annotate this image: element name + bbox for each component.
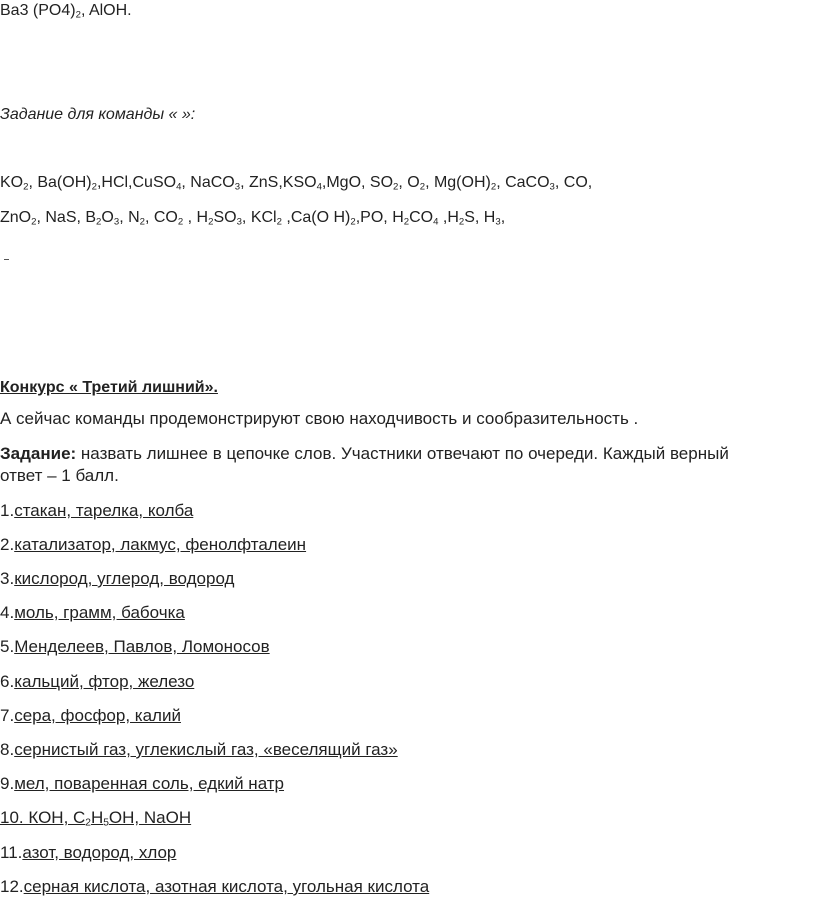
header-formula-line: Ba3 $(PO4)_2$, AlOH. — [0, 2, 132, 21]
list-item-number: 11. — [0, 843, 23, 862]
list-item — [0, 843, 176, 863]
formula-subscript: 4 — [433, 216, 439, 228]
formula-text: ZnO — [0, 209, 32, 226]
formula-text: , NaS, B — [36, 209, 97, 226]
team-task-heading: Задание для команды « »: — [0, 106, 196, 123]
formula-subscript: 2 — [23, 181, 29, 193]
list-item-number: 12. — [0, 877, 24, 896]
list-item-number: 6. — [0, 672, 15, 691]
formula-subscript: 2 — [139, 216, 145, 228]
formula-subscript: 2 — [419, 181, 426, 193]
formula-subscript: 3 — [549, 181, 555, 193]
formula-subscript: 2 — [403, 216, 410, 228]
list-item — [0, 535, 306, 555]
formula-text: , N — [119, 209, 140, 226]
list-item — [0, 672, 194, 692]
formula-subscript: 2 — [490, 181, 497, 193]
formula-text: S, H — [464, 209, 496, 226]
list-item-text: Менделеев, Павлов, Ломоносов — [14, 637, 270, 656]
formula-subscript: 2 — [91, 181, 97, 193]
list-item — [0, 774, 284, 794]
list-item-text: кислород, углерод, водород — [14, 569, 235, 588]
formula-subscript: 2 — [393, 181, 399, 193]
list-item-text: моль, грамм, бабочка — [14, 603, 185, 622]
list-item-text: катализатор, лакмус, фенолфталеин — [14, 535, 307, 554]
formula-text: , NaCO — [181, 174, 235, 191]
list-item-text: кальций, фтор, железо — [14, 672, 195, 691]
formula-text: , KCl — [241, 209, 277, 226]
formula-text: , Ba(OH) — [28, 174, 92, 191]
formula-subscript: 3 — [495, 216, 501, 228]
formula-subscript: 3 — [236, 216, 242, 228]
list-item — [0, 569, 234, 589]
task-label: Задание: — [0, 444, 77, 463]
list-item-number: 2. — [0, 535, 15, 554]
formula-text: ,Ca(O H) — [281, 209, 351, 226]
formula-subscript: 2 — [31, 216, 37, 228]
formula-subscript: 4 — [316, 181, 322, 193]
list-item — [0, 501, 193, 521]
list-item-text: сернистый газ, углекислый газ, «веселящий газ» — [14, 740, 398, 759]
formula-subscript: 3 — [234, 181, 241, 193]
formula-text: , CO, — [554, 174, 593, 191]
list-item-number: 7. — [0, 706, 15, 725]
list-item-number: 3. — [0, 569, 15, 588]
list-item — [0, 808, 191, 828]
list-item-number: 1. — [0, 501, 15, 520]
task-line-2: ответ – 1 балл. — [0, 466, 119, 485]
formula-text: SO — [213, 209, 237, 226]
list-item-number: 9. — [0, 774, 15, 793]
formula-subscript: 5 — [103, 817, 109, 829]
list-item-number: 8. — [0, 740, 15, 759]
list-item-text: азот, водород, хлор — [22, 843, 177, 862]
list-item — [0, 740, 398, 760]
task-line-1 — [0, 444, 729, 464]
formula-text: OH, NaOH — [108, 808, 192, 827]
list-item-text: сера, фосфор, калий — [14, 706, 181, 725]
formula-subscript: 4 — [176, 181, 182, 193]
contest-intro: А сейчас команды продемонстрируют свою находчивость и сообразительность . — [0, 409, 639, 428]
formula-text: , — [500, 209, 506, 226]
formula-subscript: 2 — [96, 216, 102, 228]
formula-subscript: 2 — [85, 817, 91, 829]
formula-text: KO — [0, 174, 24, 191]
formula-subscript: 2 — [350, 216, 356, 228]
formula-subscript: 2 — [458, 216, 465, 228]
list-item-text — [0, 808, 191, 827]
formula-text: , H — [183, 209, 209, 226]
list-item-number: 5. — [0, 637, 15, 656]
formula-text: H — [90, 808, 104, 827]
formula-text: , CO — [144, 209, 178, 226]
contest-title: Конкурс « Третий лишний». — [0, 379, 218, 396]
formula-text: CO — [409, 209, 434, 226]
formula-text: , ZnS,KSO — [240, 174, 317, 191]
formula-text: ,HCl,CuSO — [96, 174, 177, 191]
list-item — [0, 603, 185, 623]
formula-text: , Mg(OH) — [425, 174, 491, 191]
list-item — [0, 706, 181, 726]
list-item-number: 4. — [0, 603, 15, 622]
formula-text: O — [101, 209, 114, 226]
task-text: назвать лишнее в цепочке слов. Участники отвечают по очереди. Каждый верный — [76, 444, 729, 463]
list-item-text: мел, поваренная соль, едкий натр — [14, 774, 285, 793]
formula-line-2 — [0, 208, 505, 227]
formula-subscript: 2 — [276, 216, 282, 228]
list-item-text: стакан, тарелка, колба — [14, 501, 194, 520]
dash-mark — [4, 259, 9, 260]
formula-text: ,PO, H — [355, 209, 404, 226]
list-item-text: серная кислота, азотная кислота, угольная кислота — [23, 877, 430, 896]
formula-text: ,H — [438, 209, 459, 226]
formula-line-1 — [0, 173, 592, 192]
list-item — [0, 877, 429, 897]
formula-subscript: 2 — [208, 216, 214, 228]
formula-text: , O — [398, 174, 420, 191]
formula-subscript: 3 — [113, 216, 120, 228]
list-item — [0, 637, 270, 657]
formula-text: ,MgO, SO — [321, 174, 394, 191]
formula-text: , CaCO — [496, 174, 550, 191]
formula-text: 10. КОН, C — [0, 808, 86, 827]
formula-subscript: 2 — [177, 216, 184, 228]
